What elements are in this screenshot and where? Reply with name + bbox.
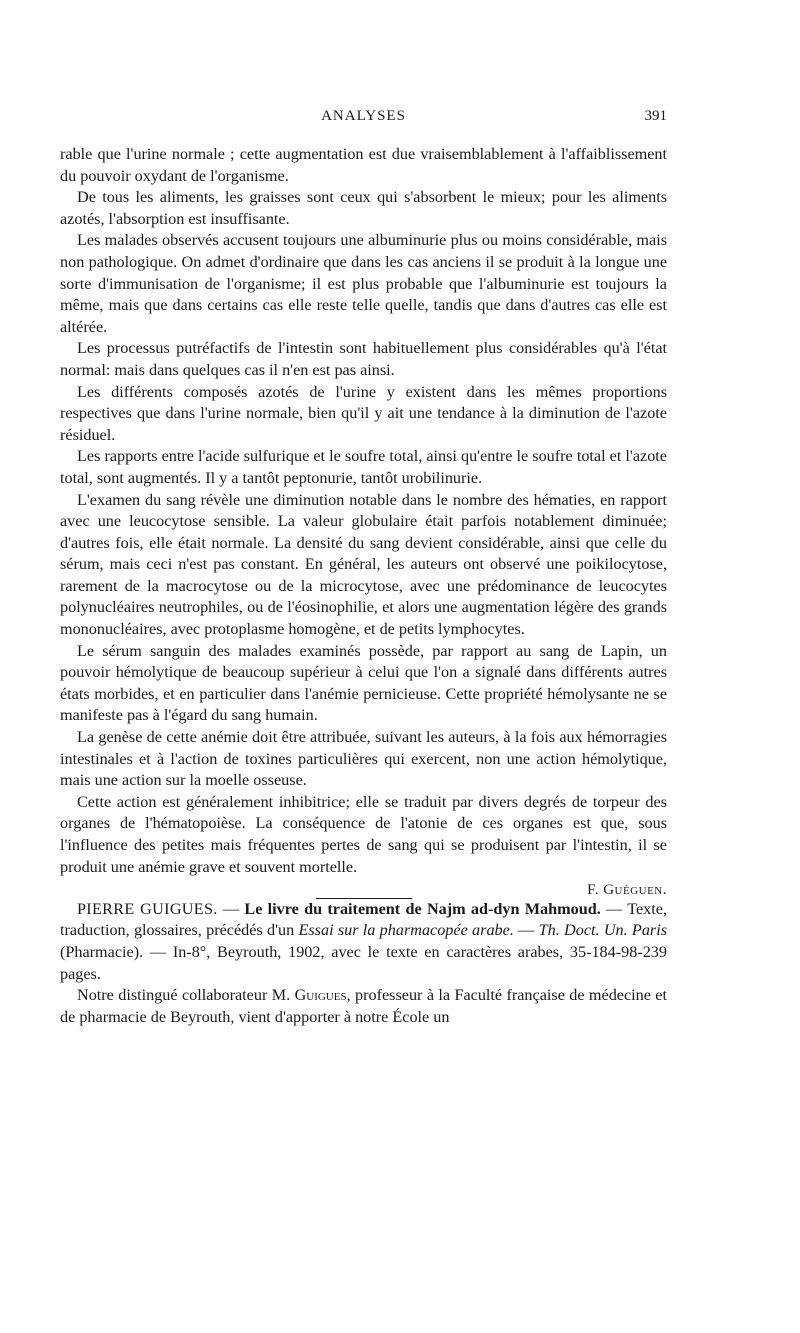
paragraph: rable que l'urine normale ; cette augmentation est due vraisemblablement à l'affaiblissement du pouvoir oxydant de l'organisme. — [60, 145, 667, 185]
review-author: PIERRE GUIGUES. — [77, 899, 218, 918]
review-dash: — — [217, 899, 245, 918]
review-body-text: Notre distingué collaborateur M. — [77, 986, 295, 1005]
running-head — [60, 108, 667, 130]
running-title: ANALYSES — [321, 108, 406, 124]
paragraph: Les différents composés azotés de l'urine y existent dans les mêmes proportions respectives que dans l'urine normale, bien qu'il y ait une tendance à la diminution de l'azote résiduel. — [60, 382, 667, 444]
review-description: — — [513, 921, 539, 940]
paragraph: La genèse de cette anémie doit être attribuée, suivant les auteurs, à la fois aux hémorragies intestinales et à l'action de toxines particulières qui exercent, non une action hémolytique, mais une action sur la moelle osseuse. — [60, 728, 667, 790]
review-dash: — — [600, 899, 628, 918]
signature: F. Guéguen. — [587, 882, 667, 899]
paragraph: L'examen du sang révèle une diminution notable dans le nombre des hématies, en rapport avec une leucocytose sensible. La valeur globulaire était parfois notablement diminuée; d'autres fois, elle était normale. La densité du sang devient considérable, ainsi que celle du sérum, mais ceci n'est pas constant. En général, les auteurs ont observé une poikilocytose, rarement de la macrocytose ou de la microcytose, avec une prédominance de leucocytes polynucléaires neutrophiles, ou de l'éosinophilie, et alors une augmentation légère des grands mononucléaires, avec protoplasme homogène, et de petits lymphocytes. — [60, 490, 667, 639]
review-description: Texte, traduction, glossaires, précédés d'un — [60, 899, 667, 940]
paragraph: Les rapports entre l'acide sulfurique et le soufre total, ainsi qu'entre le soufre total et l'azote total, sont augmentés. Il y a tantôt peptonurie, tantôt urobilinurie. — [60, 447, 667, 487]
paragraph: Les malades observés accusent toujours une albuminurie plus ou moins considérable, mais non pathologique. On admet d'ordinaire que dans les cas anciens il se produit à la longue une sorte d'immunisation de l'organisme; il est plus probable que l'albuminurie est toujours la même, mais que dans certains cas elle reste telle quelle, tandis que dans d'autres cas elle est altérée. — [60, 231, 667, 336]
paragraph: De tous les aliments, les graisses sont ceux qui s'absorbent le mieux; pour les aliments azotés, l'absorption est insuffisante. — [60, 188, 667, 228]
review-book-title: Le livre du traitement de Najm ad-dyn Mahmoud. — [244, 899, 601, 918]
paragraph: Le sérum sanguin des malades examinés possède, par rapport au sang de Lapin, un pouvoir hémolytique de beaucoup supérieur à celui que l'on a signalé dans différents autres états morbides, et en particulier dans l'anémie pernicieuse. Cette propriété hémolysante ne se manifeste pas à l'égard du sang humain. — [60, 641, 667, 725]
review-description: (Pharmacie). — In-8°, Beyrouth, 1902, avec le texte en caractères arabes, 35-184-98-239 pages. — [60, 942, 667, 983]
article-body — [60, 144, 667, 1028]
paragraph: Cette action est généralement inhibitrice; elle se traduit par divers degrés de torpeur des organes de l'hématopoièse. La conséquence de l'atonie de ces organes est que, sous l'influence des petites mais fréquentes pertes de sang qui se produisent par l'intestin, il se produit une anémie grave et souvent mortelle. — [60, 792, 667, 876]
paragraph: Les processus putréfactifs de l'intestin sont habituellement plus considérables qu'à l'état normal: mais dans quelques cas il n'en est pas ainsi. — [60, 339, 667, 379]
review-body-name: Guigues — [294, 986, 347, 1005]
review-heading — [60, 899, 667, 985]
review-essay-title: Essai sur la pharmacopée arabe. — [298, 921, 514, 940]
review-body-text: , professeur à la Faculté française de médecine et de pharmacie de Beyrouth, vient d'apporter à notre École un — [60, 986, 667, 1026]
page-number: 391 — [644, 108, 667, 124]
review-body — [60, 985, 667, 1028]
review-thesis: Th. Doct. Un. Paris — [538, 921, 668, 940]
